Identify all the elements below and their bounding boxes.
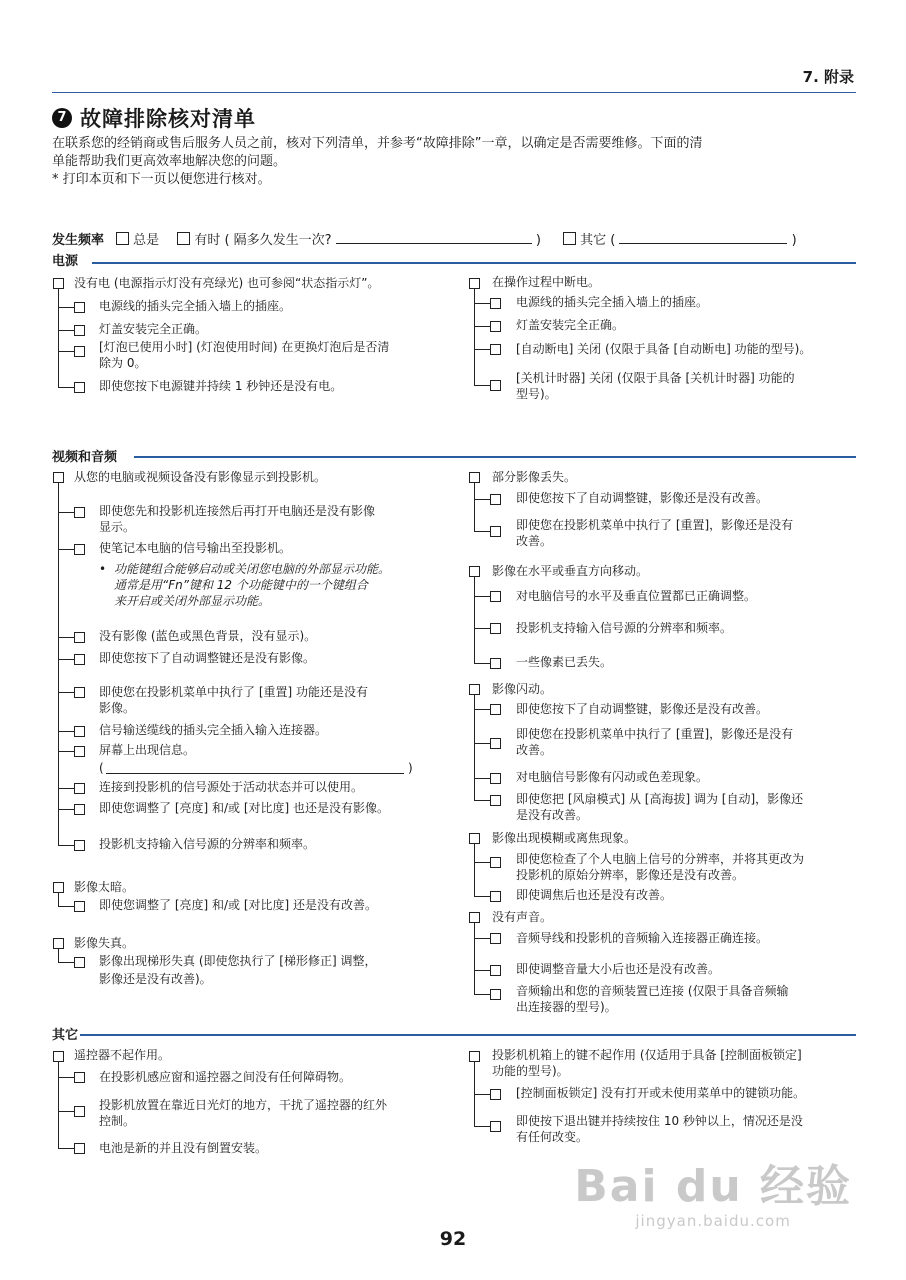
check-item-cont: 改善。 <box>516 534 553 548</box>
tree-branch <box>58 1077 74 1078</box>
check-item-cont: 改善。 <box>516 743 553 757</box>
check-item-head: 投影机机箱上的键不起作用 (仅适用于具备 [控制面板锁定] <box>492 1048 802 1062</box>
checkbox[interactable] <box>469 566 480 577</box>
tree-branch <box>474 628 490 629</box>
tree-branch <box>58 637 74 638</box>
tree-branch <box>58 788 74 789</box>
checkbox[interactable] <box>74 507 85 518</box>
check-item: [控制面板锁定] 没有打开或未使用菜单中的键锁功能。 <box>516 1086 806 1100</box>
checkbox[interactable] <box>74 1143 85 1154</box>
check-item: 即使您在投影机菜单中执行了 [重置]，影像还是没有 <box>516 518 794 532</box>
check-item-cont: 出连接器的型号)。 <box>516 1000 617 1014</box>
paren-close: ) <box>408 761 413 775</box>
message-blank[interactable] <box>106 773 404 774</box>
checkbox[interactable] <box>74 746 85 757</box>
check-item: 信号输送缆线的插头完全插入输入连接器。 <box>99 723 328 737</box>
check-item: 音频导线和投影机的音频输入连接器正确连接。 <box>516 931 769 945</box>
check-item: 即使调焦后也还是没有改善。 <box>516 888 673 902</box>
tree-branch <box>474 896 490 897</box>
checkbox[interactable] <box>490 298 501 309</box>
tree-branch <box>58 330 74 331</box>
tree-branch <box>474 596 490 597</box>
checkbox[interactable] <box>490 933 501 944</box>
option-sometimes: 有时 ( 隔多久发生一次? <box>194 233 332 248</box>
check-item: [灯泡已使用小时] (灯泡使用时间) 在更换灯泡后是否清 <box>99 340 390 354</box>
header-divider <box>52 92 856 93</box>
checkbox[interactable] <box>490 344 501 355</box>
page-number: 92 <box>439 1228 467 1250</box>
checkbox[interactable] <box>490 738 501 749</box>
checkbox[interactable] <box>74 544 85 555</box>
check-item: 即使您先和投影机连接然后再打开电脑还是没有影像 <box>99 504 376 518</box>
checkbox[interactable] <box>74 957 85 968</box>
check-item: 即使您在投影机菜单中执行了 [重置] 功能还是没有 <box>99 685 368 699</box>
checkbox[interactable] <box>469 684 480 695</box>
tree-line <box>58 483 59 845</box>
checkbox-other[interactable] <box>563 232 576 245</box>
section-rule <box>134 456 856 458</box>
tree-line <box>474 695 475 800</box>
checkbox[interactable] <box>490 773 501 784</box>
checkbox[interactable] <box>469 472 480 483</box>
checkbox[interactable] <box>490 1121 501 1132</box>
sometimes-blank[interactable] <box>336 231 532 244</box>
tree-branch <box>58 307 74 308</box>
section-rule <box>80 1034 856 1036</box>
tree-branch <box>474 800 490 801</box>
checkbox[interactable] <box>74 783 85 794</box>
check-item-cont: 影像还是没有改善)。 <box>99 972 212 986</box>
checkbox[interactable] <box>53 1051 64 1062</box>
bullet: • <box>99 562 107 576</box>
check-item: 即使您按下了自动调整键还是没有影像。 <box>99 651 316 665</box>
check-item-cont: 影像。 <box>99 701 136 715</box>
check-item: 即使调整音量大小后也还是没有改善。 <box>516 962 721 976</box>
check-item: 投影机支持输入信号源的分辨率和频率。 <box>99 837 316 851</box>
chapter-label: 7. 附录 <box>802 68 854 86</box>
tree-branch <box>58 659 74 660</box>
tree-branch <box>474 938 490 939</box>
tree-branch <box>474 862 490 863</box>
check-item-head: 遥控器不起作用。 <box>74 1048 171 1062</box>
checkbox[interactable] <box>74 726 85 737</box>
check-item-head: 从您的电脑或视频设备没有影像显示到投影机。 <box>74 470 327 484</box>
tree-branch <box>474 1094 490 1095</box>
checkbox[interactable] <box>490 658 501 669</box>
check-item: 连接到投影机的信号源处于活动状态并可以使用。 <box>99 780 364 794</box>
tree-line <box>474 923 475 994</box>
check-item: 电源线的插头完全插入墙上的插座。 <box>99 299 292 313</box>
tree-branch <box>58 549 74 550</box>
checkbox[interactable] <box>490 857 501 868</box>
frequency-row <box>52 229 797 248</box>
checkbox[interactable] <box>490 989 501 1000</box>
checkbox[interactable] <box>74 901 85 912</box>
check-item-head: 影像闪动。 <box>492 682 553 696</box>
tree-branch <box>58 731 74 732</box>
tree-branch <box>58 512 74 513</box>
tree-branch <box>474 385 490 386</box>
check-item: 即使您调整了 [亮度] 和/或 [对比度] 还是没有改善。 <box>99 898 378 912</box>
check-item-cont: 显示。 <box>99 520 136 534</box>
checkbox-always[interactable] <box>116 232 129 245</box>
checkbox[interactable] <box>74 840 85 851</box>
section-title-power: 电源 <box>52 254 79 269</box>
check-item: 对电脑信号的水平及垂直位置都已正确调整。 <box>516 589 757 603</box>
check-item-cont: 投影机的原始分辨率，影像还是没有改善。 <box>516 868 745 882</box>
tree-branch <box>474 743 490 744</box>
paren-close: ) <box>535 233 541 248</box>
checkbox[interactable] <box>490 526 501 537</box>
checkbox-sometimes[interactable] <box>177 232 190 245</box>
checkbox[interactable] <box>53 882 64 893</box>
check-item: 使笔记本电脑的信号输出至投影机。 <box>99 541 292 555</box>
checkbox[interactable] <box>53 938 64 949</box>
check-item: 即使您把 [风扇模式] 从 [高海拔] 调为 [自动]，影像还 <box>516 792 804 806</box>
intro-note: * 打印本页和下一页以便您进行核对。 <box>52 172 271 187</box>
checkbox[interactable] <box>490 380 501 391</box>
check-item-cont: 有任何改变。 <box>516 1130 589 1144</box>
section-title-video: 视频和音频 <box>52 450 118 465</box>
check-item: 灯盖安装完全正确。 <box>99 322 208 336</box>
tree-branch <box>58 751 74 752</box>
checkbox[interactable] <box>74 632 85 643</box>
tree-line <box>474 483 475 531</box>
tree-branch <box>474 499 490 500</box>
tree-branch <box>474 663 490 664</box>
checkbox[interactable] <box>490 704 501 715</box>
check-item-head: 影像在水平或垂直方向移动。 <box>492 564 649 578</box>
check-item-head: 影像太暗。 <box>74 880 135 894</box>
check-item: 对电脑信号影像有闪动或色差现象。 <box>516 770 709 784</box>
tree-branch <box>474 531 490 532</box>
check-item: 灯盖安装完全正确。 <box>516 318 625 332</box>
check-item: 影像出现梯形失真 (即使您执行了 [梯形修正] 调整， <box>99 954 377 968</box>
checkbox[interactable] <box>469 912 480 923</box>
check-item-cont: 除为 0。 <box>99 356 147 370</box>
tree-branch <box>58 809 74 810</box>
tree-branch <box>474 326 490 327</box>
tree-branch <box>474 349 490 350</box>
check-item-head: 部分影像丢失。 <box>492 470 577 484</box>
section-title-other: 其它 <box>52 1028 79 1043</box>
checkbox[interactable] <box>490 965 501 976</box>
checkbox[interactable] <box>490 494 501 505</box>
section-rule <box>92 262 856 264</box>
check-item: 电源线的插头完全插入墙上的插座。 <box>516 295 709 309</box>
check-item: 投影机支持输入信号源的分辨率和频率。 <box>516 621 733 635</box>
note-text: 来开启或关闭外部显示功能。 <box>114 594 271 608</box>
tree-line <box>58 1062 59 1148</box>
checkbox[interactable] <box>469 1051 480 1062</box>
intro-text <box>52 135 858 189</box>
checkbox[interactable] <box>74 687 85 698</box>
checkbox[interactable] <box>490 891 501 902</box>
tree-branch <box>58 387 74 388</box>
tree-line <box>474 844 475 896</box>
check-item-head: 在操作过程中断电。 <box>492 275 601 289</box>
check-item: [关机计时器] 关闭 (仅限于具备 [关机计时器] 功能的 <box>516 371 795 385</box>
tree-branch <box>474 970 490 971</box>
note-text: 通常是用“Fn”键和 12 个功能键中的一个键组合 <box>114 578 368 592</box>
watermark-brand: Bai du 经验 <box>574 1161 852 1212</box>
checkbox[interactable] <box>490 795 501 806</box>
frequency-label: 发生频率 <box>52 233 105 248</box>
checkbox[interactable] <box>74 382 85 393</box>
check-item: 即使您调整了 [亮度] 和/或 [对比度] 也还是没有影像。 <box>99 801 390 815</box>
tree-branch <box>474 778 490 779</box>
section-number-badge: 7 <box>52 108 72 128</box>
tree-line <box>474 577 475 663</box>
tree-branch <box>58 845 74 846</box>
tree-branch <box>474 303 490 304</box>
check-item-head: 没有电 (电源指示灯没有亮绿光) 也可参阅“状态指示灯”。 <box>74 276 380 290</box>
check-item: 即使按下退出键并持续按住 10 秒钟以上，情况还是没 <box>516 1114 803 1128</box>
checkbox[interactable] <box>74 346 85 357</box>
checkbox[interactable] <box>490 623 501 634</box>
checkbox[interactable] <box>74 804 85 815</box>
check-item: 即使您在投影机菜单中执行了 [重置]，影像还是没有 <box>516 727 794 741</box>
checkbox[interactable] <box>74 302 85 313</box>
tree-branch <box>474 709 490 710</box>
checkbox[interactable] <box>74 325 85 336</box>
check-item: 屏幕上出现信息。 <box>99 743 196 757</box>
check-item-cont: 是没有改善。 <box>516 808 589 822</box>
check-item: 即使您检查了个人电脑上信号的分辨率，并将其更改为 <box>516 852 805 866</box>
paren-open: ( <box>99 761 104 775</box>
checkbox[interactable] <box>469 278 480 289</box>
paren-close: ) <box>791 233 797 248</box>
check-item-head: 影像失真。 <box>74 936 135 950</box>
tree-branch <box>58 1111 74 1112</box>
tree-branch <box>58 1148 74 1149</box>
intro-line: 在联系您的经销商或售后服务人员之前，核对下列清单，并参考“故障排除”一章，以确定是否需要维修。下面的清 <box>52 136 703 151</box>
watermark <box>574 1150 852 1230</box>
check-item: 在投影机感应窗和遥控器之间没有任何障碍物。 <box>99 1070 352 1084</box>
check-item: 电池是新的并且没有倒置安装。 <box>99 1141 268 1155</box>
check-item-head: 影像出现模糊或离焦现象。 <box>492 831 637 845</box>
check-item: 一些像素已丢失。 <box>516 655 613 669</box>
check-item: 没有影像 (蓝色或黑色背景，没有显示)。 <box>99 629 317 643</box>
checkbox[interactable] <box>469 833 480 844</box>
check-item: 即使您按下了自动调整键，影像还是没有改善。 <box>516 491 769 505</box>
tree-line <box>58 289 59 387</box>
check-item-head: 没有声音。 <box>492 910 553 924</box>
option-always: 总是 <box>133 233 160 248</box>
option-other: 其它 ( <box>580 233 616 248</box>
check-item: 音频输出和您的音频装置已连接 (仅限于具备音频输 <box>516 984 789 998</box>
checkbox[interactable] <box>490 1089 501 1100</box>
check-item: 投影机放置在靠近日光灯的地方，干扰了遥控器的红外 <box>99 1098 388 1112</box>
tree-line <box>58 893 59 906</box>
watermark-url: jingyan.baidu.com <box>635 1212 791 1230</box>
other-blank[interactable] <box>619 231 787 244</box>
tree-branch <box>58 692 74 693</box>
check-item: 即使您按下电源键并持续 1 秒钟还是没有电。 <box>99 379 343 393</box>
tree-branch <box>474 1126 490 1127</box>
tree-branch <box>58 351 74 352</box>
tree-branch <box>58 962 74 963</box>
checkbox[interactable] <box>490 321 501 332</box>
check-item: 即使您按下了自动调整键，影像还是没有改善。 <box>516 702 769 716</box>
tree-line <box>58 949 59 962</box>
intro-line: 单能帮助我们更高效率地解决您的问题。 <box>52 154 287 169</box>
checkbox[interactable] <box>53 472 64 483</box>
checkbox[interactable] <box>53 278 64 289</box>
checkbox[interactable] <box>74 654 85 665</box>
tree-branch <box>58 906 74 907</box>
check-item: [自动断电] 关闭 (仅限于具备 [自动断电] 功能的型号)。 <box>516 342 812 356</box>
checkbox[interactable] <box>490 591 501 602</box>
tree-branch <box>474 994 490 995</box>
checkbox[interactable] <box>74 1072 85 1083</box>
check-item-cont: 型号)。 <box>516 387 557 401</box>
page-title: 故障排除核对清单 <box>80 107 256 131</box>
check-item-cont: 控制。 <box>99 1114 136 1128</box>
check-item-head-cont: 功能的型号)。 <box>492 1064 569 1078</box>
note-text: 功能键组合能够启动或关闭您电脑的外部显示功能。 <box>114 562 391 576</box>
checkbox[interactable] <box>74 1106 85 1117</box>
